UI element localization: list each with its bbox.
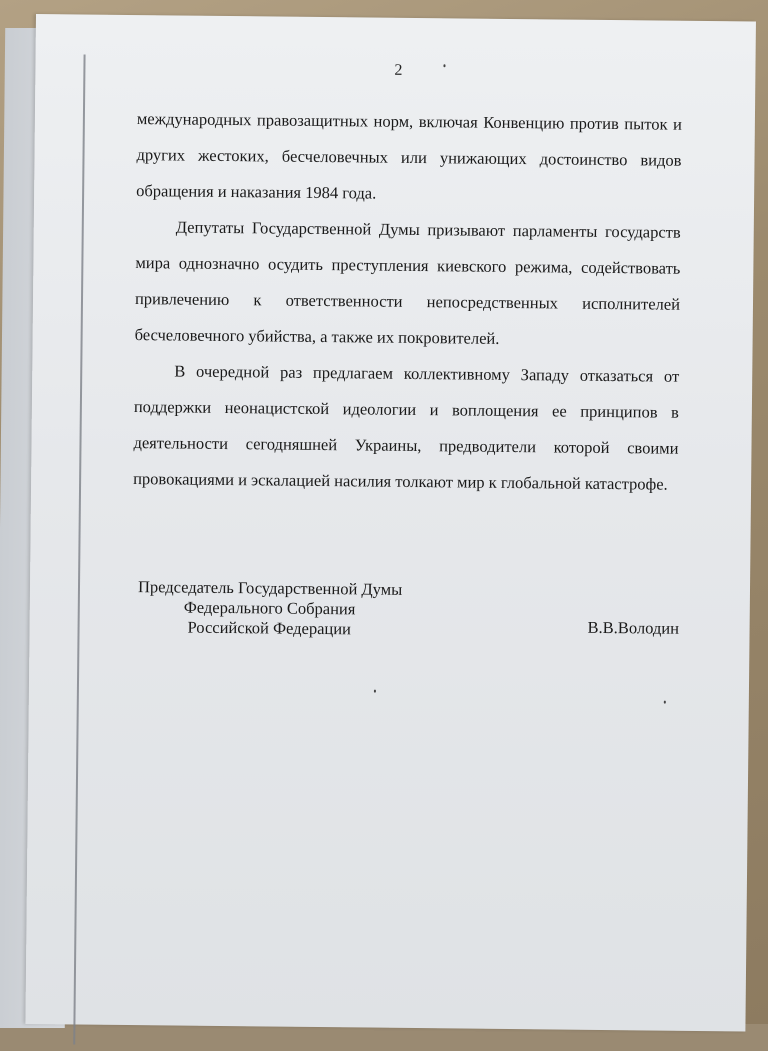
page-number: 2 (394, 61, 403, 79)
signature-title-line-3: Российской Федерации (187, 617, 352, 639)
paragraph-continuation: международных правозащитных норм, включая Конвенцию против пыток и других жестоких, бесчеловечных или унижающих достоинство видов обращения и наказания 1984 года. (136, 109, 682, 203)
document-page (25, 14, 756, 1031)
signature-block (137, 577, 402, 640)
paper-speck (664, 701, 666, 704)
signature-title-line-2: Федерального Собрания (183, 597, 356, 619)
signature-title-line-1: Председатель Государственной Думы (137, 577, 403, 599)
paper-speck (374, 690, 376, 693)
page-fold-line (73, 55, 85, 1045)
signatory-name: В.В.Володин (587, 617, 680, 638)
paper-speck (443, 64, 445, 67)
document-body (133, 101, 682, 503)
paragraph-deputies-appeal: Депутаты Государственной Думы призывают парламенты государств мира однозначно осудить преступления киевского режима, содействовать привлечению к ответственности непосредственных исполнителей бесчеловечного убийства, а также их покровителей. (134, 217, 681, 348)
paragraph-west-appeal: В очередной раз предлагаем коллективному Западу отказаться от поддержки неонацистской идеологии и воплощения ее принципов в деятельности сегодняшней Украины, предводители которой своими провокациями и эскалацией насилия толкают мир к глобальной катастрофе. (133, 361, 680, 494)
